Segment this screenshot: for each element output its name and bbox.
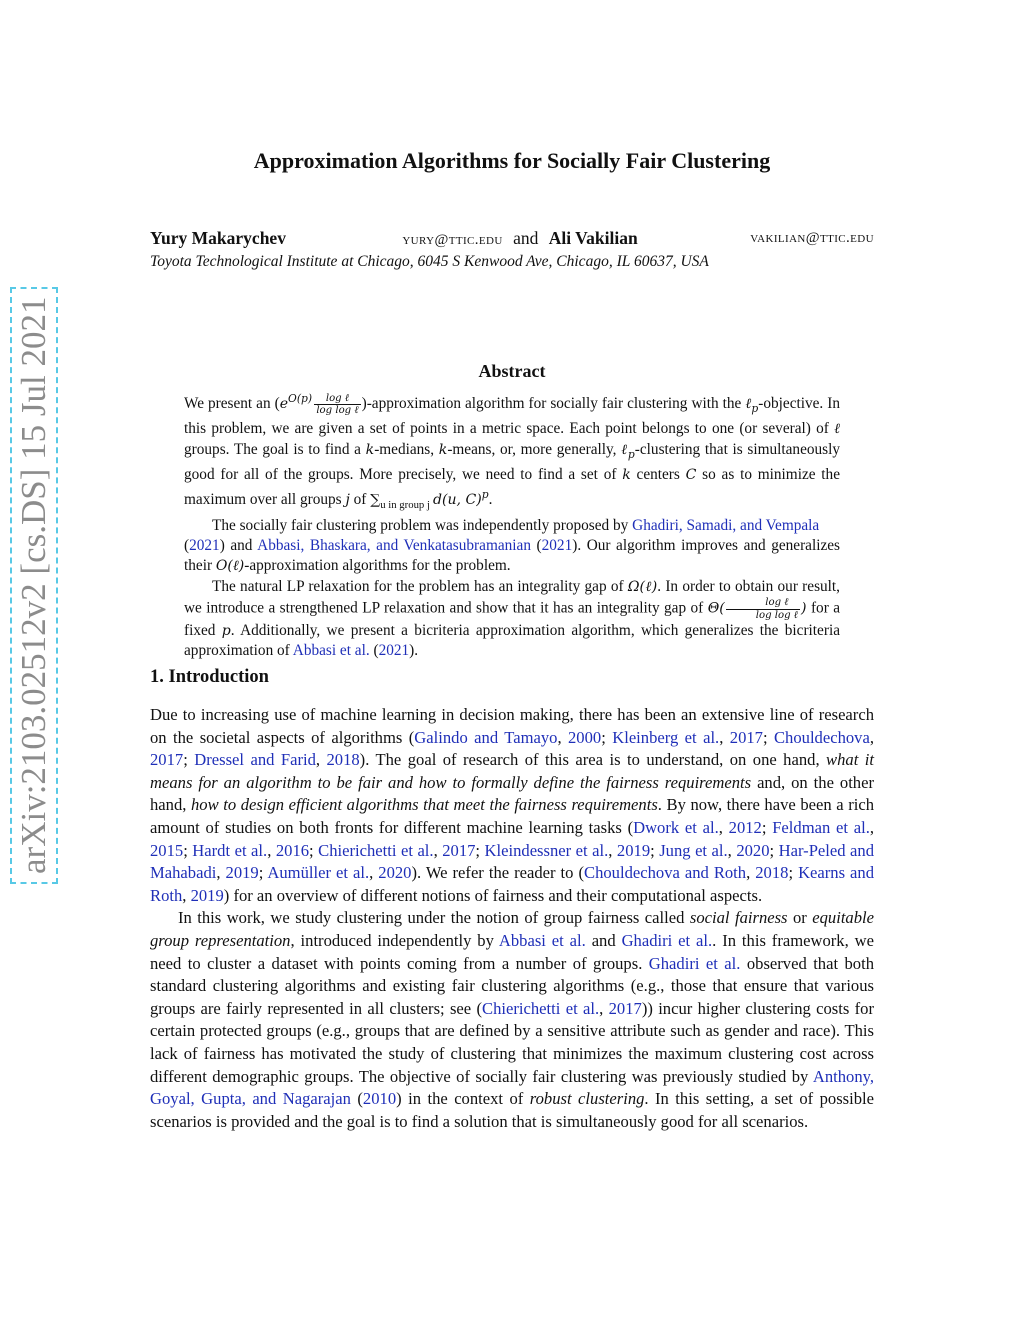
citation-link[interactable]: Hardt et al. xyxy=(192,840,268,860)
citation-year-link[interactable]: 2021 xyxy=(189,537,220,555)
author-1-email: yury@ttic.edu xyxy=(402,232,503,248)
author-1-name: Yury Makarychev xyxy=(150,228,286,248)
abstract-paragraph-1: We present an ($e^{O(p)}$ $\frac{\text{log ℓ}}{\text{log log ℓ}}$ )-approximation algorithm for socially fair clustering with the ℓ$_p$-objective. In this problem, we are given a set of points in a metric space. Each point belongs to one (or several) of ℓ groups. The goal is to find a k-medians, k-means, or, more generally, ℓ$_p$-clustering that is simultaneously good for all of the groups. More precisely, we need to find a set of k centers C so as to minimize the maximum over all groups j of $\sum_{u in group j}$ d(u, C)$^p$. xyxy=(184,392,841,512)
citation-link[interactable]: Feldman et al. xyxy=(772,817,870,837)
citation-link[interactable]: Jung et al. xyxy=(659,840,728,860)
paper-title: Approximation Algorithms for Socially Fair Clustering xyxy=(253,148,771,173)
citation-year-link[interactable]: 2000 xyxy=(568,727,602,747)
citation-link[interactable]: Ghadiri et al. xyxy=(621,930,713,950)
citation-link[interactable]: Abbasi et al. xyxy=(292,642,370,660)
citation-link[interactable]: Chouldechova xyxy=(773,727,870,747)
author-line xyxy=(150,228,874,249)
citation-link[interactable]: Anthony, Goyal, Gupta, and Nagarajan xyxy=(150,1066,874,1109)
citation-year-link[interactable]: 2019 xyxy=(616,840,651,860)
citation-year-link[interactable]: 2017 xyxy=(442,840,476,860)
citation-link[interactable]: Kearns and Roth xyxy=(150,863,875,905)
citation-link[interactable]: Chouldechova and Roth xyxy=(584,863,747,883)
sum-symbol: ∑ xyxy=(370,492,381,509)
citation-year-link[interactable]: 2010 xyxy=(362,1089,397,1109)
citation-year-link[interactable]: 2021 xyxy=(378,642,410,660)
abstract-heading: Abstract xyxy=(478,361,546,381)
abstract-paragraph-2: The socially fair clustering problem was independently proposed by Ghadiri, Samadi, and Vempala (2021) and Abbasi, Bhaskara, and Venkatasubramanian (2021). Our algorithm improves and generalizes their O(ℓ)-approximation algorithms for the problem. xyxy=(184,516,840,575)
citation-link[interactable]: Chierichetti et al. xyxy=(482,998,600,1018)
citation-year-link[interactable]: 2018 xyxy=(755,863,789,883)
citation-year-link[interactable]: 2015 xyxy=(150,840,184,860)
citation-link[interactable]: Ghadiri et al. xyxy=(648,953,741,973)
citation-year-link[interactable]: 2019 xyxy=(190,885,224,905)
citation-year-link[interactable]: 2012 xyxy=(728,817,762,837)
citation-year-link[interactable]: 2020 xyxy=(736,840,770,860)
citation-year-link[interactable]: 2021 xyxy=(541,537,573,555)
citation-link[interactable]: Dressel and Farid xyxy=(194,750,316,770)
citation-year-link[interactable]: 2016 xyxy=(275,840,310,860)
fraction: $\frac{\text{log ℓ}}{\text{log log ℓ}}$ xyxy=(726,597,800,621)
citation-year-link[interactable]: 2020 xyxy=(378,863,412,883)
author-2-name: Ali Vakilian xyxy=(548,228,638,248)
author-and: and xyxy=(513,228,539,248)
citation-link[interactable]: Chierichetti et al. xyxy=(318,840,434,860)
citation-year-link[interactable]: 2018 xyxy=(326,750,360,770)
arxiv-identifier: arXiv:2103.02512v2 [cs.DS] 15 Jul 2021 xyxy=(14,291,54,880)
citation-year-link[interactable]: 2017 xyxy=(729,727,763,747)
citation-link[interactable]: Abbasi, Bhaskara, and Venkatasubramanian xyxy=(257,537,531,555)
citation-year-link[interactable]: 2019 xyxy=(225,863,259,883)
citation-link[interactable]: Kleindessner et al. xyxy=(484,840,609,860)
citation-year-link[interactable]: 2017 xyxy=(150,750,184,770)
citation-year-link[interactable]: 2017 xyxy=(608,998,642,1018)
abstract-body xyxy=(184,389,840,662)
section-heading: 1. Introduction xyxy=(150,667,269,687)
citation-link[interactable]: Dwork et al. xyxy=(633,817,719,837)
citation-link[interactable]: Har-Peled and Mahabadi xyxy=(150,840,875,883)
abstract-paragraph-3: The natural LP relaxation for the problem has an integrality gap of Ω(ℓ). In order to obtain our result, we introduce a strengthened LP relaxation and show that it has an integrality gap of Θ( $\frac{\text{log ℓ}}{\text{log log ℓ}}$ ) for a fixed p. Additionally, we present a bicriteria approximation algorithm, which generalizes the bicriteria approximation of Abbasi et al. (2021). xyxy=(184,577,841,660)
citation-link[interactable]: Abbasi et al. xyxy=(498,930,586,950)
citation-link[interactable]: Galindo and Tamayo xyxy=(414,727,558,747)
introduction-body xyxy=(150,704,874,1133)
citation-link[interactable]: Ghadiri, Samadi, and Vempala xyxy=(632,516,820,534)
affiliation: Toyota Technological Institute at Chicago, 6045 S Kenwood Ave, Chicago, IL 60637, USA xyxy=(150,253,709,270)
author-2-email: vakilian@ttic.edu xyxy=(750,230,874,246)
intro-paragraph-2: In this work, we study clustering under the notion of group fairness called social fairness or equitable group representation, introduced independently by Abbasi et al. and Ghadiri et al.. In this framework, we need to cluster a dataset with points coming from a number of groups. Ghadiri et al. observed that both standard clustering algorithms and existing fair clustering algorithms (e.g., those that ensure that various groups are fairly represented in all clusters; see (Chierichetti et al., 2017)) incur higher clustering costs for certain protected groups (e.g., groups that are defined by a sensitive attribute such as gender and race). This lack of fairness has motivated the study of clustering that minimizes the maximum clustering cost across different demographic groups. The objective of socially fair clustering was previously studied by Anthony, Goyal, Gupta, and Nagarajan (2010) in the context of robust clustering. In this setting, a set of possible scenarios is provided and the goal is to find a solution that is simultaneously good for all scenarios. xyxy=(150,908,875,1131)
intro-paragraph-1: Due to increasing use of machine learning in decision making, there has been an extensive line of research on the societal aspects of algorithms (Galindo and Tamayo, 2000; Kleinberg et al., 2017; Chouldechova, 2017; Dressel and Farid, 2018). The goal of research of this area is to understand, on one hand, what it means for an algorithm to be fair and how to formally define the fairness requirements and, on the other hand, how to design efficient algorithms that meet the fairness requirements. By now, there have been a rich amount of studies on both fronts for different machine learning tasks (Dwork et al., 2012; Feldman et al., 2015; Hardt et al., 2016; Chierichetti et al., 2017; Kleindessner et al., 2019; Jung et al., 2020; Har-Peled and Mahabadi, 2019; Aumüller et al., 2020). We refer the reader to (Chouldechova and Roth, 2018; Kearns and Roth, 2019) for an overview of different notions of fairness and their computational aspects. xyxy=(150,705,875,905)
citation-link[interactable]: Kleinberg et al. xyxy=(612,727,720,747)
citation-link[interactable]: Aumüller et al. xyxy=(267,863,370,883)
fraction: $\frac{\text{log ℓ}}{\text{log log ℓ}}$ xyxy=(316,392,359,417)
